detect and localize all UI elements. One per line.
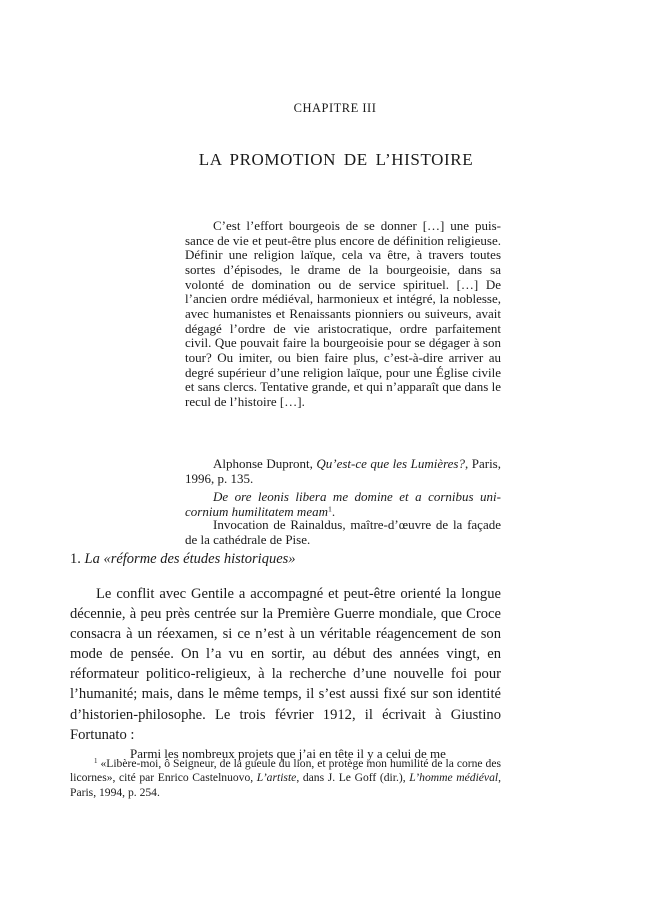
section-title: La «réforme des études historiques» — [84, 551, 296, 567]
chapter-title: LA PROMOTION DE L’HISTOIRE — [198, 150, 474, 169]
attribution-author: Alphonse Dupront, — [213, 456, 317, 471]
body-paragraph: Le conflit avec Gentile a accompagné et peut-être orienté la longue décennie, à peu près centrée sur la Première Guerre mondiale, que Croce consacra à un réexamen, si ce n’est à un véritable réagencement de son mode de pensée. On l’a vu en sortir, au début des années vingt, en réformateur politico-religieux, à la recherche d’une nouvelle foi pour l’humanité; mais, dans le même temps, il s’est aussi fixé sur son identité d’historien-philosophe. Le trois février 1912, il écrivait à Giustino Fortunato : — [70, 586, 501, 743]
footnote-ref[interactable]: 1 — [327, 504, 332, 514]
section-heading — [70, 551, 296, 568]
attribution-title: Qu’est-ce que les Lumières? — [316, 456, 465, 471]
section-number: 1. — [70, 551, 81, 567]
epigraph-quote-1 — [185, 219, 501, 410]
attribution-text: Invocation de Rainaldus, maître-d’œuvre de la façade de la cathédrale de Pise. — [185, 517, 501, 547]
epigraph-attribution-1 — [185, 457, 501, 486]
epigraph-text: C’est l’effort bourgeois de se donner […] une puissance de vie et peut-être plus encore de définition religieuse. Définir une religion laïque, cela va être, à travers toutes sortes d’épisodes, le drame de la bourgeoisie, dans sa volonté de domination ou de service spirituel. […] De l’ancien ordre médiéval, harmonieux et intégré, la noblesse, avec humanistes et Renaissants pionniers ou suiveurs, avait dégagé l’ordre de vie aristocratique, ordre parfaitement civil. Que pouvait faire la bourgeoisie pour se dégager à son tour? Ou imiter, ou bien faire plus, c’est-à-dire arriver au degré supérieur d’une religion laïque, pour une Église civile et sans clercs. Tentative grande, et qui n’apparaît que dans le recul de l’histoire […]. — [185, 218, 501, 409]
chapter-number: CHAPITRE III — [293, 101, 377, 115]
epigraph-quote-2: De ore leonis libera me domine et a cornibus unicornium humilitatem meam$^1$. — [185, 489, 501, 519]
footnote-1: $^1$ «Libère-moi, ô Seigneur, de la gueule du lion, et protège mon humilité de la corne des licornes», cité par Enrico Castelnuovo, L’artiste, dans J. Le Goff (dir.), L’homme médiéval, Paris, 1994, p. 254. — [70, 757, 501, 799]
epigraph-attribution-2 — [185, 518, 501, 547]
footnote-marker: 1 — [94, 757, 98, 766]
attribution-details: , Paris, 1996, p. 135. — [185, 456, 501, 486]
epigraph-latin-text: De ore leonis libera me domine et a cornibus unicornium humilitatem meam — [185, 489, 501, 519]
block-quote-start: Parmi les nombreux projets que j’ai en tête il y a celui de me — [130, 746, 446, 761]
